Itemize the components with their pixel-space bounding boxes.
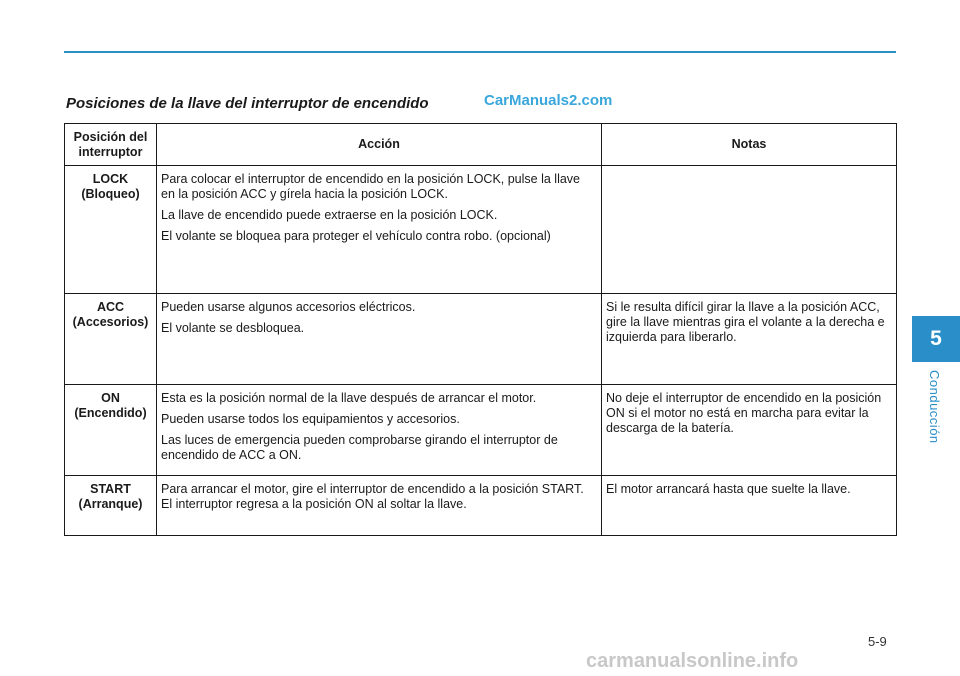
action-text: Para arrancar el motor, gire el interruptor de encendido a la posición START. El interruptor regresa a la posición ON al soltar la llave. <box>161 482 584 511</box>
position-cell <box>65 476 157 536</box>
action-cell <box>157 166 602 294</box>
action-cell <box>157 476 602 536</box>
section-title-text: Posiciones de la llave del interruptor de encendido <box>66 95 429 112</box>
chapter-tab[interactable] <box>912 316 960 362</box>
position-translation: (Encendido) <box>74 406 147 420</box>
action-text: Pueden usarse todos los equipamientos y accesorios. <box>161 412 460 426</box>
notes-cell: No deje el interruptor de encendido en la posición ON si el motor no está en marcha para evitar la descarga de la batería. <box>602 385 897 476</box>
ignition-positions-table <box>64 123 897 536</box>
table-header-row <box>65 124 897 166</box>
header-rule <box>64 51 896 53</box>
section-title <box>66 95 429 112</box>
action-text: El volante se desbloquea. <box>161 321 305 335</box>
action-text: El volante se bloquea para proteger el vehículo contra robo. (opcional) <box>161 229 551 243</box>
action-text: Esta es la posición normal de la llave después de arrancar el motor. <box>161 391 537 405</box>
action-text: Pueden usarse algunos accesorios eléctricos. <box>161 300 416 314</box>
footer-watermark-link[interactable]: carmanualsonline.info <box>586 650 799 672</box>
action-cell <box>157 385 602 476</box>
position-cell <box>65 166 157 294</box>
action-text: Para colocar el interruptor de encendido en la posición LOCK, pulse la llave en la posición ACC y gírela hacia la posición LOCK. <box>161 172 580 201</box>
header-position: Posición del interruptor <box>65 124 157 166</box>
page-number: 5-9 <box>868 634 887 649</box>
table-row <box>65 476 897 536</box>
watermark-link[interactable]: CarManuals2.com <box>484 92 613 109</box>
position-translation: (Accesorios) <box>72 315 149 329</box>
action-text: Las luces de emergencia pueden comprobarse girando el interruptor de encendido de ACC a ON. <box>161 433 558 462</box>
notes-cell: El motor arrancará hasta que suelte la llave. <box>602 476 897 536</box>
header-notes: Notas <box>602 124 897 166</box>
header-action: Acción <box>157 124 602 166</box>
chapter-number: 5 <box>930 327 942 350</box>
notes-cell <box>602 166 897 294</box>
action-text: La llave de encendido puede extraerse en la posición LOCK. <box>161 208 498 222</box>
position-name: ACC <box>96 300 125 314</box>
position-translation: (Bloqueo) <box>81 187 140 201</box>
table-row <box>65 294 897 385</box>
position-cell <box>65 385 157 476</box>
position-cell <box>65 294 157 385</box>
position-name: START <box>90 482 131 496</box>
chapter-label: Conducción <box>927 370 942 444</box>
action-cell <box>157 294 602 385</box>
table-row <box>65 385 897 476</box>
notes-cell: Si le resulta difícil girar la llave a la posición ACC, gire la llave mientras gira el volante a la derecha e izquierda para liberarlo. <box>602 294 897 385</box>
position-translation: (Arranque) <box>78 497 143 511</box>
table-row <box>65 166 897 294</box>
position-name: ON <box>101 391 120 405</box>
position-name: LOCK <box>92 172 129 186</box>
